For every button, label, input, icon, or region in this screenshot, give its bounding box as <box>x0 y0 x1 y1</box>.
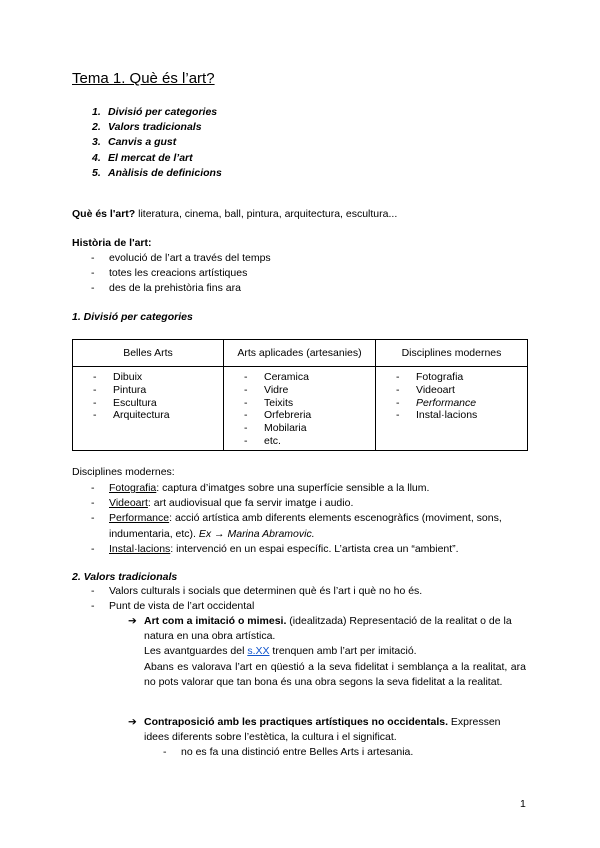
list-item: - Valors culturals i socials que determinen què és l’art i què no ho és. <box>91 585 423 597</box>
mimesi-paragraph-2: Les avantguardes del s.XX trenquen amb l’art per imitació. <box>144 645 417 658</box>
list-item: - no es fa una distinció entre Belles Arts i artesania. <box>163 746 414 758</box>
page-number: 1 <box>520 798 526 810</box>
contra-paragraph: Contraposició amb les practiques artístiques no occidentals. Expressen idees diferents sobre l’estètica, la cultura i el significat. <box>144 716 501 744</box>
table-header: Disciplines modernes <box>376 340 528 367</box>
sxx-link[interactable]: s.XX <box>247 645 270 658</box>
toc-item: 3. Canvis a gust <box>92 136 177 149</box>
table-cell <box>224 367 376 451</box>
section1-heading: 1. Divisió per categories <box>72 311 193 323</box>
que-es-label: Què és l'art? <box>72 208 136 220</box>
que-es-text: literatura, cinema, ball, pintura, arquitectura, escultura... <box>135 208 398 220</box>
page-title: Tema 1. Què és l’art? <box>72 70 215 87</box>
list-item: - Mobilaria <box>244 422 307 435</box>
list-item: - Videoart <box>396 383 455 396</box>
toc-item: 2. Valors tradicionals <box>92 121 202 134</box>
list-item: - Arquitectura <box>93 409 170 422</box>
arrow-icon: ➔ <box>128 615 137 627</box>
list-item: - Performance: acció artística amb diferents elements escenogràfics (moviment, sons, indumentaria, etc). Ex → Marina Abramovic. <box>91 512 502 540</box>
toc-item: 1. Divisió per categories <box>92 106 218 118</box>
toc-item: 4. El mercat de l’art <box>92 151 193 164</box>
arrow-icon: ➔ <box>128 716 137 728</box>
disciplines-heading: Disciplines modernes: <box>72 466 175 478</box>
list-item: - Ceramica <box>244 371 309 383</box>
list-item: - Fotografia <box>396 371 464 383</box>
historia-list <box>91 251 271 297</box>
list-item: - Escultura <box>93 396 157 409</box>
contra-sublist <box>163 745 413 760</box>
table-of-contents <box>92 105 222 181</box>
list-item: - des de la prehistòria fins ara <box>91 282 241 295</box>
mimesi-paragraph-3: Abans es valorava l’art en qüestió a la seva fidelitat i semblança a la realitat, ara no pots valorar que tan bona és una obra segons la seva fidelitat a la realitat. <box>144 660 526 688</box>
section2-heading: 2. Valors tradicionals <box>72 571 178 583</box>
list-item: - Pintura <box>93 383 147 396</box>
list-item: - Instal·lacions <box>396 409 478 422</box>
list-item: - Videoart: art audiovisual que fa servir imatge i audio. <box>91 497 354 510</box>
mimesi-paragraph: Art com a imitació o mimesi. (idealitzada) Representació de la realitat o de la natura en una obra artística. <box>144 615 512 643</box>
list-item: - Teixits <box>244 396 294 409</box>
list-item: - etc. <box>244 434 281 447</box>
que-es-line <box>72 207 397 222</box>
toc-item: 5. Anàlisis de definicions <box>92 166 222 179</box>
list-item: - Orfebreria <box>244 409 312 422</box>
list-item: - Performance <box>396 396 477 409</box>
table-cell <box>376 367 528 451</box>
list-item: - totes les creacions artístiques <box>91 267 248 280</box>
table-header: Belles Arts <box>73 340 224 367</box>
list-item: - Instal·lacions: intervenció en un espai específic. L’artista crea un “ambient”. <box>91 542 459 555</box>
section2-list <box>91 584 531 614</box>
table-header: Arts aplicades (artesanies) <box>224 340 376 367</box>
list-item: - Fotografia: captura d’imatges sobre una superfície sensible a la llum. <box>91 482 430 494</box>
disciplines-list <box>91 481 531 557</box>
list-item: - Dibuix <box>93 371 143 383</box>
table-cell <box>73 367 224 451</box>
historia-heading: Història de l'art: <box>72 237 152 249</box>
list-item: - evolució de l’art a través del temps <box>91 252 271 264</box>
list-item: - Punt de vista de l’art occidental <box>91 600 255 613</box>
list-item: - Vidre <box>244 383 289 396</box>
categories-table <box>72 339 528 451</box>
